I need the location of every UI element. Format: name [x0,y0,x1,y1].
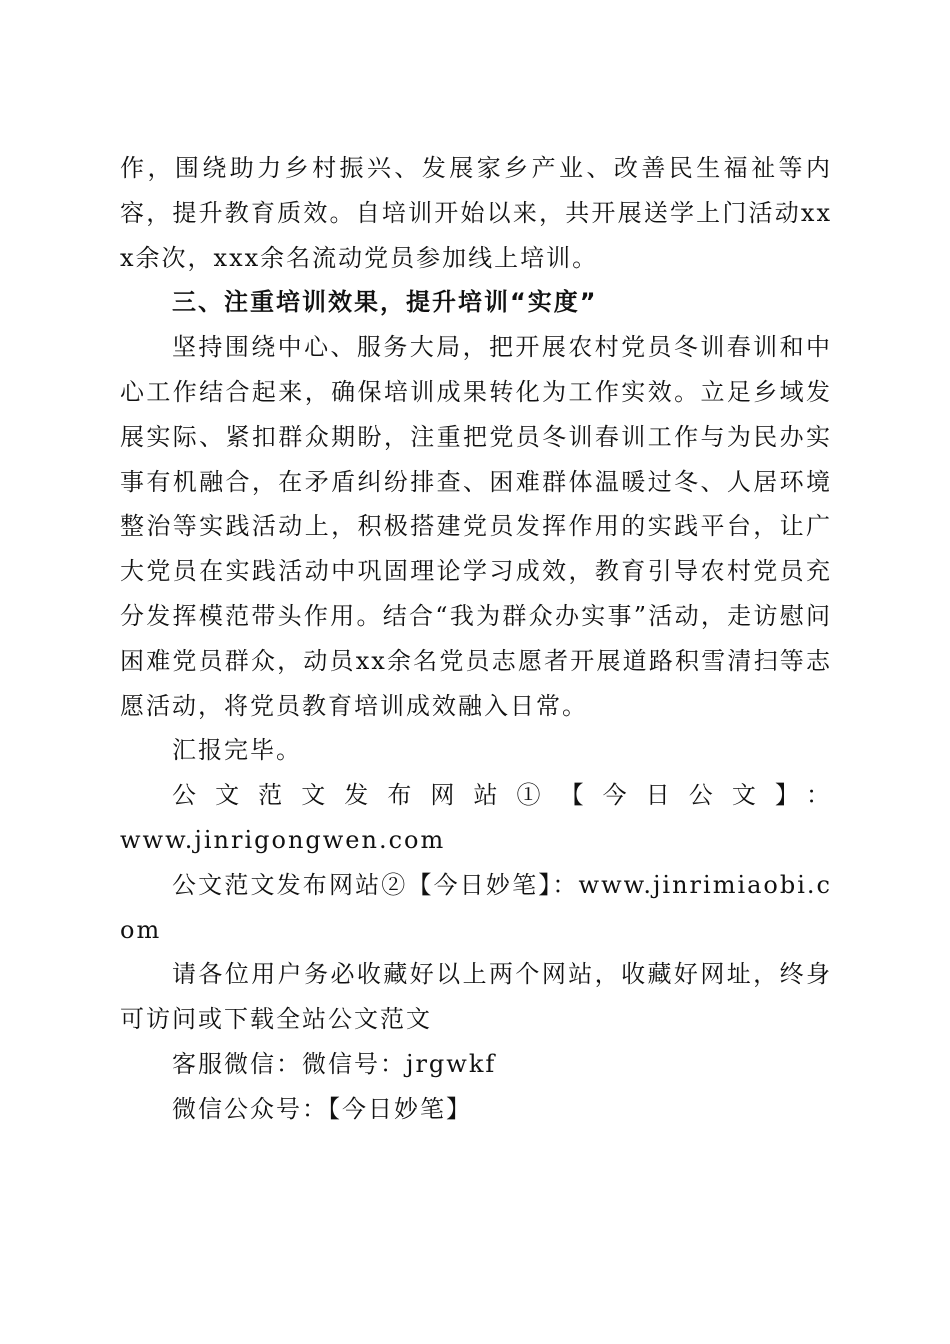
wechat-service-line: 客服微信：微信号：jrgwkf [172,1049,497,1078]
wechat-official-line: 微信公众号：【今日妙笔】 [172,1094,472,1123]
section-heading-3: 三、注重培训效果，提升培训“实度” [172,288,598,317]
site1-label: 公文范文发布网站①【今日公文】： [172,781,832,810]
paragraph-continued: 作，围绕助力乡村振兴、发展家乡产业、改善民生福祉等内容，提升教育质效。自培训开始以来，共开展送学上门活动xxx余次，xxx余名流动党员参加线上培训。 [120,154,832,272]
document-body [120,146,832,1132]
site1-url: www.jinrigongwen.com [120,825,446,854]
site2-line: 公文范文发布网站②【今日妙笔】：www.jinrimiaobi.com [120,870,832,944]
closing-remark: 汇报完毕。 [172,736,302,765]
paragraph-training-effect: 坚持围绕中心、服务大局，把开展农村党员冬训春训和中心工作结合起来，确保培训成果转化为工作实效。立足乡域发展实际、紧扣群众期盼，注重把党员冬训春训工作与为民办实事有机融合，在矛盾纠纷排查、困难群体温暖过冬、人居环境整治等实践活动上，积极搭建党员发挥作用的实践平台，让广大党员在实践活动中巩固理论学习成效，教育引导农村党员充分发挥模范带头作用。结合“我为群众办实事”活动，走访慰问困难党员群众，动员xx余名党员志愿者开展道路积雪清扫等志愿活动，将党员教育培训成效融入日常。 [120,333,832,720]
notice-paragraph: 请各位用户务必收藏好以上两个网站，收藏好网址，终身可访问或下载全站公文范文 [120,960,832,1034]
